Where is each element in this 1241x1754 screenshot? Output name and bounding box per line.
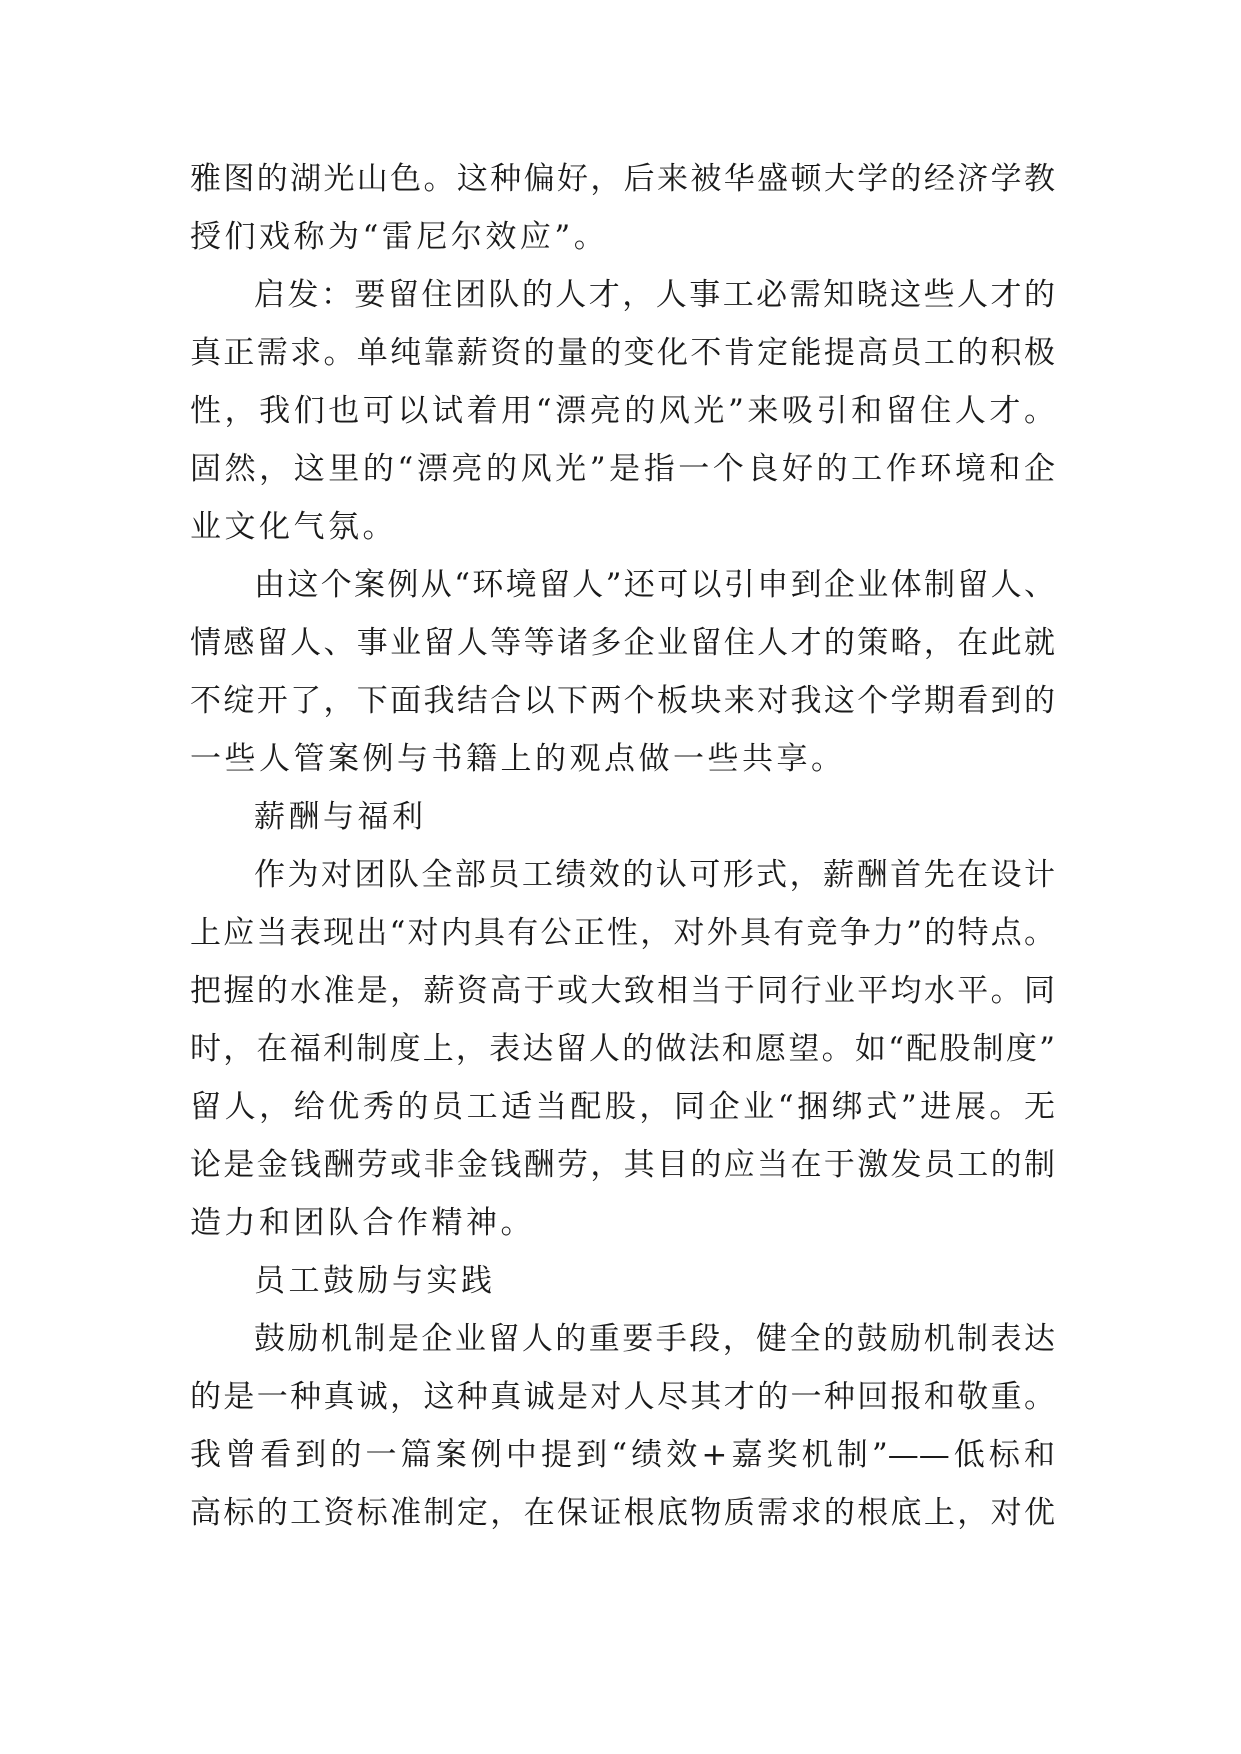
text-line: 性，我们也可以试着用“漂亮的风光”来吸引和留住人才。 xyxy=(190,393,1055,429)
paragraph-start-line: 启发：要留住团队的人才，人事工必需知晓这些人才的 xyxy=(254,277,1055,313)
text-line: 论是金钱酬劳或非金钱酬劳，其目的应当在于激发员工的制 xyxy=(190,1147,1055,1183)
text-line: 的是一种真诚，这种真诚是对人尽其才的一种回报和敬重。 xyxy=(190,1379,1055,1415)
text-line: 我曾看到的一篇案例中提到“绩效+嘉奖机制”——低标和 xyxy=(190,1437,1055,1473)
section-heading: 薪酬与福利 xyxy=(254,799,427,835)
text-line: 授们戏称为“雷尼尔效应”。 xyxy=(190,219,609,255)
text-line: 把握的水准是，薪资高于或大致相当于同行业平均水平。同 xyxy=(190,973,1055,1009)
text-line: 高标的工资标准制定，在保证根底物质需求的根底上，对优 xyxy=(190,1495,1055,1531)
text-line: 雅图的湖光山色。这种偏好，后来被华盛顿大学的经济学教 xyxy=(190,161,1055,197)
text-line: 不绽开了，下面我结合以下两个板块来对我这个学期看到的 xyxy=(190,683,1055,719)
text-line: 业文化气氛。 xyxy=(190,509,397,545)
text-line: 上应当表现出“对内具有公正性，对外具有竞争力”的特点。 xyxy=(190,915,1055,951)
text-line: 造力和团队合作精神。 xyxy=(190,1205,535,1241)
text-line: 时，在福利制度上，表达留人的做法和愿望。如“配股制度” xyxy=(190,1031,1055,1067)
paragraph-start-line: 由这个案例从“环境留人”还可以引申到企业体制留人、 xyxy=(254,567,1055,603)
paragraph-start-line: 鼓励机制是企业留人的重要手段，健全的鼓励机制表达 xyxy=(254,1321,1055,1357)
paragraph-start-line: 作为对团队全部员工绩效的认可形式，薪酬首先在设计 xyxy=(254,857,1055,893)
section-heading: 员工鼓励与实践 xyxy=(254,1263,496,1299)
text-line: 情感留人、事业留人等等诸多企业留住人才的策略，在此就 xyxy=(190,625,1055,661)
text-line: 留人，给优秀的员工适当配股，同企业“捆绑式”进展。无 xyxy=(190,1089,1055,1125)
text-line: 一些人管案例与书籍上的观点做一些共享。 xyxy=(190,741,846,777)
body-text xyxy=(190,150,1055,1542)
text-line: 真正需求。单纯靠薪资的量的变化不肯定能提高员工的积极 xyxy=(190,335,1055,371)
text-line: 固然，这里的“漂亮的风光”是指一个良好的工作环境和企 xyxy=(190,451,1055,487)
